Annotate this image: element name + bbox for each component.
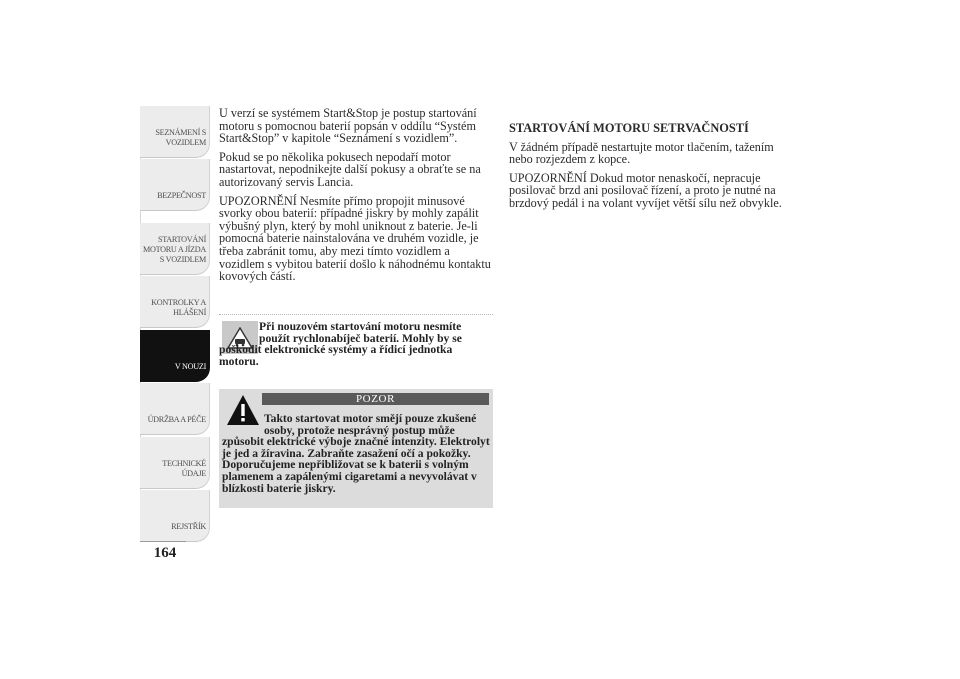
page-number: 164: [153, 545, 177, 561]
tab-v-nouzi[interactable]: V NOUZI: [140, 330, 210, 382]
section-title: STARTOVÁNÍ MOTORU SETRVAČNOSTÍ: [509, 121, 749, 135]
note-box: [219, 314, 493, 373]
paragraph-caution-terminals: UPOZORNĚNÍ Nesmíte přímo propojit minusové svorky obou baterií: případné jiskry by mohly zapálit výbušný plyn, který by mohl uniknout z baterie. Je-li pomocná baterie nainstalována ve druhém vozidle, je třeba zabránit tomu, aby mezi tímto vozidlem a vozidlem s vybitou baterií došlo k náhodnému kontaktu kovových částí.: [219, 193, 491, 284]
right-column: [509, 122, 787, 216]
warning-box: [219, 389, 493, 508]
tab-startovani-motoru[interactable]: STARTOVÁNÍ MOTORU A JÍZDA S VOZIDLEM: [140, 223, 210, 275]
paragraph-repeated-attempts: Pokud se po několika pokusech nepodaří motor nastartovat, nepodnikejte další pokusy a obraťte se na autorizovaný servis Lancia.: [219, 149, 481, 189]
warning-text: Takto startovat motor smějí pouze zkušené osoby, protože nesprávný postup může způsobit elektrické výboje značné intenzity. Elektrolyt je jed a žíravina. Zabraňte zasažení očí a pokožky. Doporučujeme nepřibližovat se k baterii s volným plamenem a zapálenými cigaretami a nevyvolávat v blízkosti baterie jiskry.: [222, 412, 490, 495]
tab-bezpecnost[interactable]: BEZPEČNOST: [140, 159, 210, 211]
note-text: Při nouzovém startování motoru nesmíte použít rychlonabíječ baterií. Mohly by se poškodit elektronické systémy a řídicí jednotka motoru.: [219, 320, 462, 368]
tab-rejstrik[interactable]: REJSTŘÍK: [140, 490, 210, 542]
tab-udrzba-a-pece[interactable]: ÚDRŽBA A PÉČE: [140, 383, 210, 435]
warning-title: POZOR: [262, 393, 489, 405]
tab-technicke-udaje[interactable]: TECHNICKÉ ÚDAJE: [140, 437, 210, 489]
paragraph-start-stop: U verzí se systémem Start&Stop je postup startování motoru s pomocnou baterií popsán v oddílu “Systém Start&Stop” v kapitole “Seznámení s vozidlem”.: [219, 106, 477, 146]
tab-seznameni-s-vozidlem[interactable]: SEZNÁMENÍ S VOZIDLEM: [140, 106, 210, 158]
tab-kontrolky-a-hlaseni[interactable]: KONTROLKY A HLÁŠENÍ: [140, 276, 210, 328]
paragraph-caution-servo: UPOZORNĚNÍ Dokud motor nenaskočí, nepracuje posilovač brzd ani posilovač řízení, a proto je nutné na brzdový pedál i na volant vyvíjet větší sílu než obvykle.: [509, 170, 782, 210]
page-number-rule: [140, 541, 186, 542]
paragraph-no-push-start: V žádném případě nestartujte motor tlačením, tažením nebo rozjezdem z kopce.: [509, 139, 774, 167]
left-column: [219, 107, 497, 289]
